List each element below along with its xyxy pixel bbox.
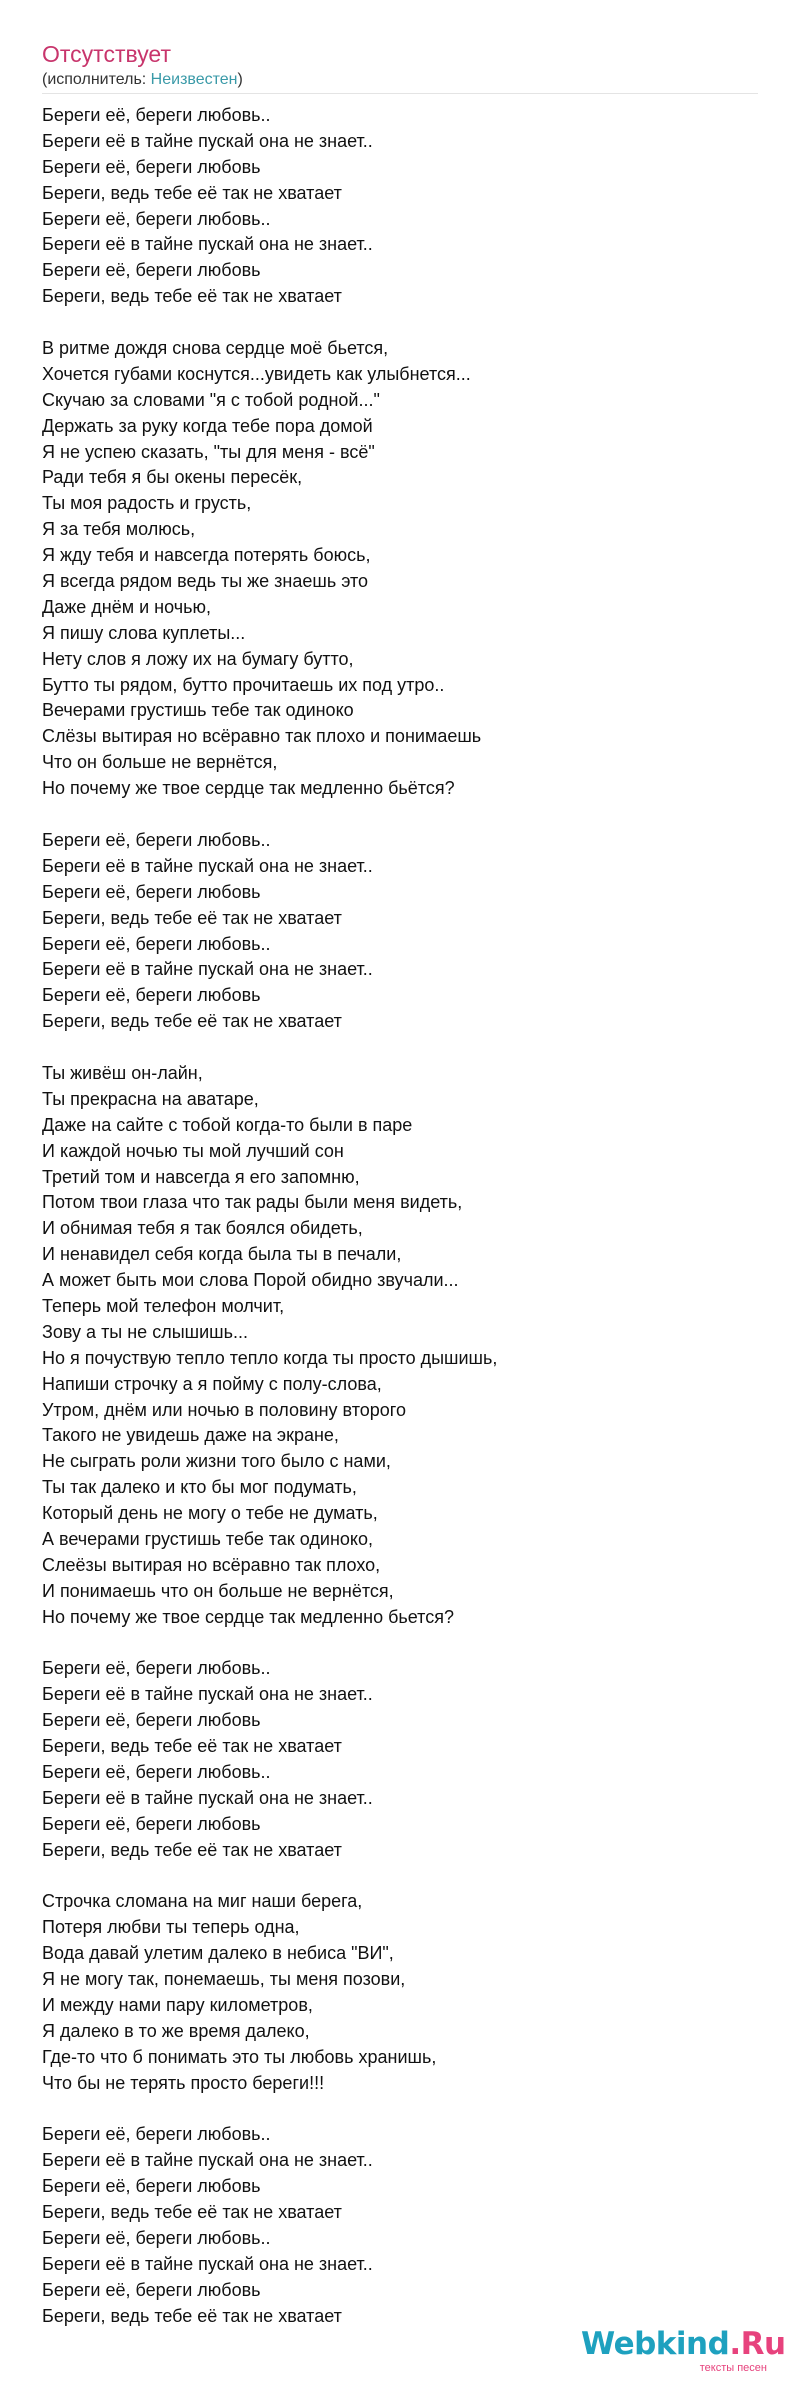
stanza-break xyxy=(42,1631,772,1657)
lyric-line: Что он больше не вернётся, xyxy=(42,752,278,773)
lyric-line: Береги её в тайне пускай она не знает.. xyxy=(42,1684,373,1705)
lyric-line: Слёзы вытирая но всёравно так плохо и понимаешь xyxy=(42,726,482,747)
lyric-line: Я за тебя молюсь, xyxy=(42,519,196,540)
stanza-break xyxy=(42,802,772,828)
lyric-line: А вечерами грустишь тебе так одиноко, xyxy=(42,1528,374,1549)
lyric-line: Береги её, береги любовь xyxy=(42,2279,261,2300)
lyric-line: Береги её, береги любовь.. xyxy=(42,105,271,125)
logo-dot: . xyxy=(729,2326,741,2362)
lyric-line: Слеёзы вытирая но всёравно так плохо, xyxy=(42,1554,381,1575)
lyric-line: Береги её в тайне пускай она не знает.. xyxy=(42,2150,373,2171)
lyric-line: Ты моя радость и грусть, xyxy=(42,493,252,514)
lyric-line: Даже днём и ночью, xyxy=(42,596,211,617)
lyric-line: Береги её, береги любовь.. xyxy=(42,933,271,954)
lyric-line: Береги, ведь тебе её так не хватает xyxy=(42,182,342,203)
lyrics-body xyxy=(42,103,772,2330)
lyric-line: Береги, ведь тебе её так не хватает xyxy=(42,907,342,928)
lyric-line: В ритме дождя снова сердце моё бьется, xyxy=(42,338,389,359)
lyric-line: Третий том и навсегда я его запомню, xyxy=(42,1166,360,1187)
lyric-line: И каждой ночью ты мой лучший сон xyxy=(42,1140,344,1161)
header-divider xyxy=(42,93,758,94)
lyric-line: И обнимая тебя я так боялся обидеть, xyxy=(42,1218,363,1239)
lyric-line: Береги, ведь тебе её так не хватает xyxy=(42,1839,342,1860)
lyric-line: Хочется губами коснутся...увидеть как улыбнется... xyxy=(42,363,471,384)
lyric-line: И ненавидел себя когда была ты в печали, xyxy=(42,1244,402,1265)
logo-tagline: тексты песен xyxy=(699,2362,767,2374)
lyric-line: Береги её в тайне пускай она не знает.. xyxy=(42,2253,373,2274)
lyric-line: Береги её, береги любовь xyxy=(42,1813,261,1834)
lyric-line: Береги, ведь тебе её так не хватает xyxy=(42,286,342,307)
lyric-line: Береги, ведь тебе её так не хватает xyxy=(42,2202,342,2223)
logo-tld: Ru xyxy=(740,2326,786,2362)
performer-prefix: (исполнитель: xyxy=(42,71,151,88)
lyric-line: Вода давай улетим далеко в небиса "ВИ", xyxy=(42,1943,394,1964)
logo-brand: Webkind xyxy=(581,2326,730,2362)
lyric-line: Береги её, береги любовь.. xyxy=(42,829,271,850)
lyric-line: Зову а ты не слышишь... xyxy=(42,1321,248,1342)
lyric-line: Который день не могу о тебе не думать, xyxy=(42,1503,378,1524)
lyric-line: Скучаю за словами "я с тобой родной..." xyxy=(42,389,380,410)
lyric-line: Береги, ведь тебе её так не хватает xyxy=(42,1736,342,1757)
lyric-line: Береги её, береги любовь.. xyxy=(42,2228,271,2249)
lyric-line: Но почему же твое сердце так медленно бьётся? xyxy=(42,778,455,799)
lyric-line: Я не могу так, понемаешь, ты меня позови, xyxy=(42,1969,406,1990)
stanza-break xyxy=(42,2097,772,2123)
lyric-line: А может быть мои слова Порой обидно звучали... xyxy=(42,1270,459,1291)
lyric-line: Держать за руку когда тебе пора домой xyxy=(42,415,373,436)
lyric-line: Береги её, береги любовь xyxy=(42,881,261,902)
lyric-line: Теперь мой телефон молчит, xyxy=(42,1295,285,1316)
lyric-line: Я всегда рядом ведь ты же знаешь это xyxy=(42,571,369,592)
lyric-line: Береги её, береги любовь xyxy=(42,156,261,177)
lyric-line: Строчка сломана на миг наши берега, xyxy=(42,1891,363,1912)
lyric-line: Но я почуствую тепло тепло когда ты просто дышишь, xyxy=(42,1347,498,1368)
lyric-line: Я пишу слова куплеты... xyxy=(42,622,246,643)
lyric-line: Береги её, береги любовь.. xyxy=(42,1762,271,1782)
lyric-line: Береги её, береги любовь.. xyxy=(42,208,271,229)
logo-wordmark xyxy=(581,2326,786,2362)
lyric-line: Ты живёш он-лайн, xyxy=(42,1062,203,1083)
lyric-line: Такого не увидешь даже на экране, xyxy=(42,1425,339,1446)
lyric-line: Потеря любви ты теперь одна, xyxy=(42,1917,300,1938)
lyric-line: Ты прекрасна на аватаре, xyxy=(42,1088,259,1109)
stanza-break xyxy=(42,310,772,336)
lyric-line: Береги её, береги любовь.. xyxy=(42,2124,271,2145)
lyric-line: Береги, ведь тебе её так не хватает xyxy=(42,1011,342,1032)
lyric-line: Ради тебя я бы окены пересёк, xyxy=(42,467,303,488)
lyric-line: Береги её в тайне пускай она не знает.. xyxy=(42,1787,373,1808)
lyric-line: Даже на сайте с тобой когда-то были в паре xyxy=(42,1114,413,1135)
lyric-line: Я далеко в то же время далеко, xyxy=(42,2020,310,2041)
lyric-line: Береги, ведь тебе её так не хватает xyxy=(42,2305,342,2326)
lyric-line: Береги её, береги любовь xyxy=(42,260,261,281)
lyric-line: Береги её, береги любовь xyxy=(42,2176,261,2197)
lyric-line: Потом твои глаза что так рады были меня видеть, xyxy=(42,1192,463,1213)
lyric-line: Береги её, береги любовь xyxy=(42,985,261,1006)
site-logo[interactable] xyxy=(581,2326,786,2376)
lyric-line: Нету слов я ложу их на бумагу бутто, xyxy=(42,648,354,669)
lyric-line: Бутто ты рядом, бутто прочитаешь их под утро.. xyxy=(42,674,445,695)
stanza-break xyxy=(42,1035,772,1061)
lyric-line: Но почему же твое сердце так медленно бьется? xyxy=(42,1606,454,1627)
stanza-break xyxy=(42,1864,772,1890)
performer-line xyxy=(42,70,243,90)
lyric-line: Утром, днём или ночью в половину второго xyxy=(42,1399,406,1420)
lyric-line: Не сыграть роли жизни того было с нами, xyxy=(42,1451,391,1472)
lyric-line: Что бы не терять просто береги!!! xyxy=(42,2072,325,2093)
lyric-line: Я жду тебя и навсегда потерять боюсь, xyxy=(42,545,371,566)
lyric-line: Береги её в тайне пускай она не знает.. xyxy=(42,959,373,980)
lyric-line: И понимаешь что он больше не вернётся, xyxy=(42,1580,394,1601)
performer-link[interactable]: Неизвестен xyxy=(150,71,238,88)
lyric-line: И между нами пару километров, xyxy=(42,1995,313,2016)
lyric-line: Береги её в тайне пускай она не знает.. xyxy=(42,234,373,255)
lyric-line: Береги её в тайне пускай она не знает.. xyxy=(42,855,373,876)
lyric-line: Береги её в тайне пускай она не знает.. xyxy=(42,130,373,151)
lyric-line: Я не успею сказать, "ты для меня - всё" xyxy=(42,441,375,462)
performer-suffix: ) xyxy=(237,71,243,88)
song-title: Отсутствует xyxy=(42,41,171,67)
lyric-line: Береги её, береги любовь.. xyxy=(42,1658,271,1679)
lyric-line: Ты так далеко и кто бы мог подумать, xyxy=(42,1477,357,1498)
lyric-line: Вечерами грустишь тебе так одиноко xyxy=(42,700,354,721)
lyric-line: Напиши строчку а я пойму с полу-слова, xyxy=(42,1373,382,1394)
lyric-line: Где-то что б понимать это ты любовь хранишь, xyxy=(42,2046,437,2067)
lyric-line: Береги её, береги любовь xyxy=(42,1710,261,1731)
